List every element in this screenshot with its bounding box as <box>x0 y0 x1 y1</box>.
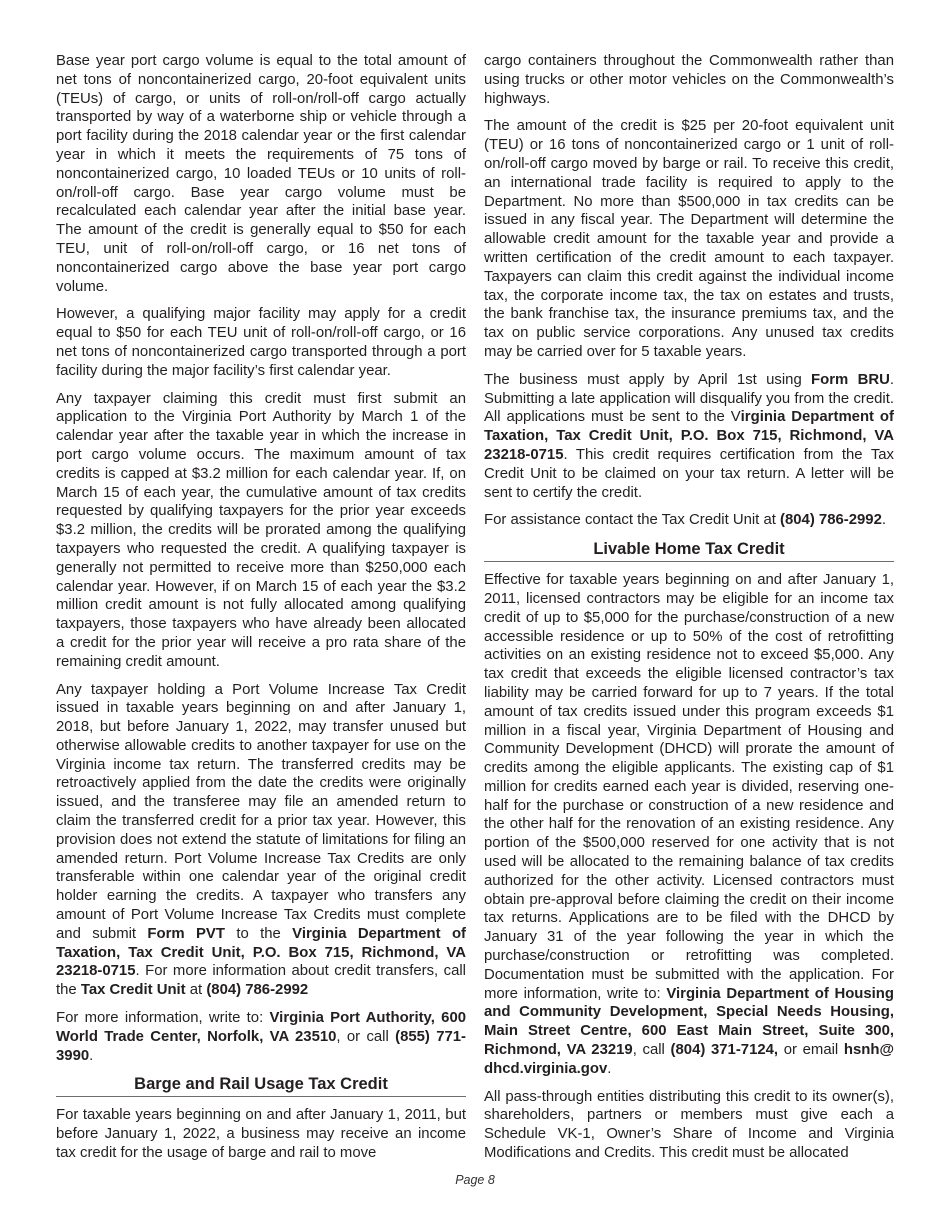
port-authority-address: Virginia Port Authority, 600 World Trade Center, Norfolk, VA 23510 <box>56 1010 467 1045</box>
major-facility-paragraph: However, a qualifying major facility may apply for a credit equal to $50 for each TEU unit of roll-on/roll-off cargo, or 16 net tons of noncontainerized cargo transported through a port facility during the major facility’s first calendar year. <box>56 306 466 379</box>
form-pvt: Form PVT <box>147 925 225 942</box>
transfer-paragraph: Any taxpayer holding a Port Volume Increase Tax Credit issued in taxable years beginning on and after January 1, 2018, but before January 1, 2022, may transfer unused but otherwise allowable credits to another taxpayer for use on the Virginia income tax return. The transferred credits may be retroactively applied from the date the credits were originally issued, and the transferee may file an amended return to claim the transferred credit for a prior tax year. However, this provision does not extend the statute of limitations for filing an amended return. Port Volume Increase Tax Credits are only transferable within one calendar year of the original credit holder earning the credits. A taxpayer who transfers any amount of Port Volume Increase Tax Credits must complete and submit Form PVT to the Virginia Department of Taxation, Tax Credit Unit, P.O. Box 715, Richmond, VA 23218-0715. For more information about credit transfers, call the Tax Credit Unit at (804) 786-2992 <box>56 681 467 999</box>
form-bru: Form BRU <box>811 371 890 388</box>
assistance-paragraph: For assistance contact the Tax Credit Unit at (804) 786-2992. <box>484 512 886 529</box>
dhcd-email: hsnh@ dhcd.virginia.gov <box>484 1042 894 1077</box>
barge-rail-amount: The amount of the credit is $25 per 20-foot equivalent unit (TEU) or 16 tons of noncontainerized cargo or 1 unit of roll-on/roll-off cargo moved by barge or rail. To receive this credit, an international trade facility is required to apply to the Department. No more than $500,000 in tax credits can be issued in any fiscal year. The Department will determine the allowable credit amount for the taxable year and provide a written certification of the credit amount to each taxpayer. Taxpayers can claim this credit against the individual income tax, the corporate income tax, the tax on estates and trusts, the bank franchise tax, the insurance premiums tax, and the tax on public service corporations. Any unused tax credits may be carried over for 5 taxable years. <box>484 118 894 360</box>
livable-home-paragraph: Effective for taxable years beginning on and after January 1, 2011, licensed contractors may be eligible for an income tax credit of up to $5,000 for the purchase/construction of a new accessible residence or up to 50% of the cost of retrofitting activities on an existing residence not to exceed $5,000. Any tax credit that exceeds the eligible licensed contractor’s tax liability may be carried forward for up to 7 years. If the total amount of tax credits issued under this program exceeds $1 million in a fiscal year, Virginia Department of Housing and Community Development (DHCD) will prorate the amount of credits among the eligible applicants. The existing cap of $1 million for credits earned each year is divided, reserving one-half for the purchase or construction of a new residence and the other half for the renovation of an existing residence. Any portion of the $500,000 reserved for one activity that is not used will be allocated to the remaining balance of tax credits authorized for the other activity. Licensed contractors must obtain pre-approval before claiming the credit on their income tax returns. Applications are to be filed with the DHCD by January 31 of the year following the year in which the purchase/construction or retrofitting was completed. Documentation must be submitted with the application. For more information, write to: Virginia Department of Housing and Community Development, Special Needs Housing, Main Street Centre, 600 East Main Street, Suite 300, Richmond, VA 23219, call (804) 371-7124, or email hsnh@ dhcd.virginia.gov. <box>484 572 894 1077</box>
pass-through-paragraph: All pass-through entities distributing this credit to its owner(s), shareholders, partners or members must give each a Schedule VK-1, Owner’s Share of Income and Virginia Modifications and Credits. This credit must be allocated <box>484 1088 894 1162</box>
base-year-paragraph: Base year port cargo volume is equal to the total amount of net tons of noncontainerized cargo, 20-foot equivalent units (TEUs) of cargo, or units of roll-on/roll-off cargo actually transported by way of a waterborne ship or vehicle through a port facility during the 2018 calendar year or the first calendar year in which it meets the requirements of 75 tons of noncontainerized cargo, 10 loaded TEUs or 10 units of roll-on/roll-off cargo. Base year cargo volume must be recalculated each calendar year after the initial base year. The amount of the credit is generally equal to $50 for each TEU, unit of roll-on/roll-off cargo, or 16 net tons of noncontainerized cargo above the base year port cargo volume. <box>56 53 466 295</box>
barge-rail-heading: Barge and Rail Usage Tax Credit <box>56 1074 466 1097</box>
port-authority-contact: For more information, write to: Virginia Port Authority, 600 World Trade Center, Norfolk, VA 23510, or call (855) 771-3990. <box>56 1010 467 1064</box>
form-bru-paragraph: The business must apply by April 1st using Form BRU. Submitting a late application will disqualify you from the credit. All applications must be sent to the Virginia Department of Taxation, Tax Credit Unit, P.O. Box 715, Richmond, VA 23218-0715. This credit requires certification from the Tax Credit Unit to be claimed on your tax return. A letter will be sent to certify the credit. <box>484 371 894 501</box>
right-column <box>484 52 894 1172</box>
tax-credit-unit-phone: (804) 786-2992 <box>206 982 309 999</box>
livable-home-heading: Livable Home Tax Credit <box>484 539 894 562</box>
tax-credit-unit-address: irginia Department of Taxation, Tax Credit Unit, P.O. Box 715, Richmond, VA 23218-0715 <box>484 409 894 463</box>
barge-rail-intro: For taxable years beginning on and after January 1, 2011, but before January 1, 2022, a business may receive an income tax credit for the usage of barge and rail to move <box>56 1107 466 1162</box>
page-number: Page 8 <box>455 1173 495 1187</box>
port-authority-phone: (855) 771-3990 <box>56 1028 466 1064</box>
dhcd-phone: (804) 371-7124, <box>670 1042 779 1059</box>
application-paragraph: Any taxpayer claiming this credit must first submit an application to the Virginia Port Authority by March 1 of the calendar year after the taxable year in which the increase in port cargo volume occurs. The maximum amount of tax credits is capped at $3.2 million for each calendar year. If, on March 15 of each year, the cumulative amount of tax credits requested by qualifying taxpayers for the prior year exceeds $3.2 million, the credits will be prorated among the qualifying taxpayers who requested the credit. A qualifying taxpayer is generally not permitted to receive more than $250,000 each calendar year. However, if on March 15 of each year the $3.2 million credit amount is not fully allocated among qualifying taxpayers, those taxpayers who have already been allocated a credit for the prior year will receive a pro rata share of the remaining credit amount. <box>56 390 466 670</box>
dhcd-address: Virginia Department of Housing and Community Development, Special Needs Housing, Main Street Centre, 600 East Main Street, Suite 300, Richmond, VA 23219 <box>484 985 894 1059</box>
tax-credit-unit-address: Virginia Department of Taxation, Tax Credit Unit, P.O. Box 715, Richmond, VA 23218-0715 <box>56 925 467 980</box>
barge-rail-continued: cargo containers throughout the Commonwealth rather than using trucks or other motor vehicles on the Commonwealth’s highways. <box>484 53 894 107</box>
assistance-phone: (804) 786-2992 <box>780 512 882 529</box>
left-column <box>56 52 466 1172</box>
